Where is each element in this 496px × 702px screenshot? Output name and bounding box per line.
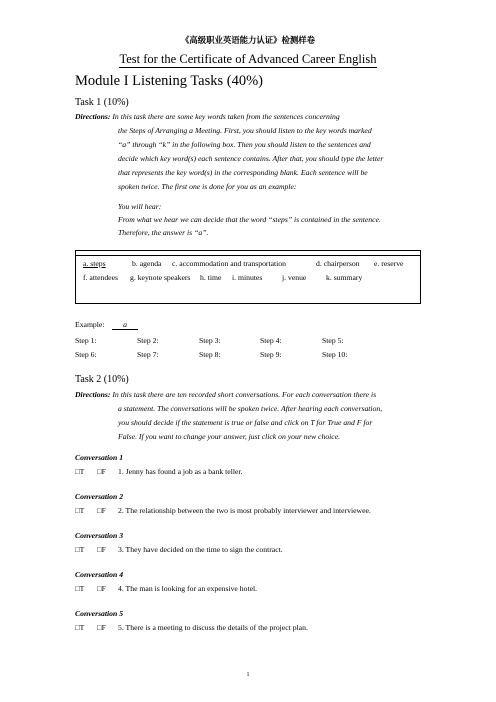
document-title: Test for the Certificate of Advanced Career English: [119, 52, 377, 66]
step-6-field[interactable]: Step 6:: [75, 350, 97, 359]
step-2-field[interactable]: Step 2:: [137, 336, 159, 345]
conversation-5-true-checkbox[interactable]: □T: [75, 623, 85, 632]
task1-heading: Task 1 (10%): [75, 97, 129, 108]
conversation-2-heading: Conversation 2: [75, 492, 124, 501]
step-10-field[interactable]: Step 10:: [322, 350, 348, 359]
keyword-k: k. summary: [326, 273, 363, 282]
you-will-hear-label: You will hear:: [118, 202, 162, 211]
conversation-5-statement: 5. There is a meeting to discuss the details of the project plan.: [118, 623, 308, 632]
example-label: Example:: [75, 320, 105, 329]
conversation-2-statement: 2. The relationship between the two is most probably interviewer and interviewee.: [118, 506, 371, 515]
task1-directions-line-6: spoken twice. The first one is done for you as an example:: [118, 182, 297, 191]
task2-directions-line-2: a statement. The conversations will be spoken twice. After hearing each conversation,: [118, 404, 383, 413]
task1-directions-line-3: “a” through “k” in the following box. Then you should listen to the sentences and: [118, 140, 371, 149]
keyword-j: j. venue: [282, 273, 307, 282]
conversation-3-false-checkbox[interactable]: □F: [97, 545, 106, 554]
example-explanation-line-1: From what we hear we can decide that the word “steps” is contained in the sentence.: [118, 215, 381, 224]
conversation-2-false-checkbox[interactable]: □F: [97, 506, 106, 515]
task2-heading: Task 2 (10%): [75, 374, 129, 385]
conversation-1-heading: Conversation 1: [75, 453, 124, 462]
conversation-1-statement: 1. Jenny has found a job as a bank teller.: [118, 467, 243, 476]
task2-directions-line-3: you should decide if the statement is true or false and click on T for True and F for: [118, 418, 373, 427]
conversation-5-false-checkbox[interactable]: □F: [97, 623, 106, 632]
step-3-field[interactable]: Step 3:: [199, 336, 221, 345]
keyword-i: i. minutes: [232, 273, 263, 282]
task2-directions-line-1: Directions: In this task there are ten recorded short conversations. For each conversation there is: [75, 390, 377, 399]
conversation-4-false-checkbox[interactable]: □F: [97, 584, 106, 593]
task1-directions-line-2: the Steps of Arranging a Meeting. First, you should listen to the key words marked: [118, 126, 372, 135]
conversation-5-heading: Conversation 5: [75, 609, 124, 618]
task2-directions-line-4: False. If you want to change your answer, just click on your new choice.: [118, 432, 341, 441]
step-7-field[interactable]: Step 7:: [137, 350, 159, 359]
conversation-1-false-checkbox[interactable]: □F: [97, 467, 106, 476]
conversation-4-heading: Conversation 4: [75, 570, 124, 579]
box-inner-top-rule: [76, 255, 420, 256]
module-title: Module I Listening Tasks (40%): [75, 73, 263, 89]
conversation-4-true-checkbox[interactable]: □T: [75, 584, 85, 593]
conversation-1-true-checkbox[interactable]: □T: [75, 467, 85, 476]
step-9-field[interactable]: Step 9:: [260, 350, 282, 359]
keyword-a: a. steps: [83, 259, 106, 268]
task1-directions-line-5: that represents the key word(s) in the corresponding blank. Each sentence will be: [118, 168, 368, 177]
keyword-e: e. reserve: [374, 259, 404, 268]
task1-directions-line-1: Directions: In this task there are some key words taken from the sentences concerning: [75, 112, 340, 121]
step-1-field[interactable]: Step 1:: [75, 336, 97, 345]
keyword-h: h. time: [200, 273, 222, 282]
keyword-f: f. attendees: [83, 273, 119, 282]
step-4-field[interactable]: Step 4:: [260, 336, 282, 345]
step-8-field[interactable]: Step 8:: [199, 350, 221, 359]
keyword-c: c. accommodation and transportation: [172, 259, 286, 268]
keyword-b: b. agenda: [132, 259, 162, 268]
conversation-4-statement: 4. The man is looking for an expensive hotel.: [118, 584, 258, 593]
conversation-3-heading: Conversation 3: [75, 531, 124, 540]
conversation-2-true-checkbox[interactable]: □T: [75, 506, 85, 515]
chinese-title: 《高级职业英语能力认证》检测样卷: [181, 35, 315, 45]
task1-directions-line-4: decide which key word(s) each sentence contains. After that, you should type the letter: [118, 154, 384, 163]
conversation-3-true-checkbox[interactable]: □T: [75, 545, 85, 554]
keyword-g: g. keynote speakers: [130, 273, 191, 282]
page-number: 1: [246, 672, 250, 678]
step-5-field[interactable]: Step 5:: [322, 336, 344, 345]
example-explanation-line-2: Therefore, the answer is “a”.: [118, 228, 209, 237]
keyword-d: d. chairperson: [316, 259, 360, 268]
conversation-3-statement: 3. They have decided on the time to sign the contract.: [118, 545, 283, 554]
example-answer: a: [112, 320, 138, 330]
